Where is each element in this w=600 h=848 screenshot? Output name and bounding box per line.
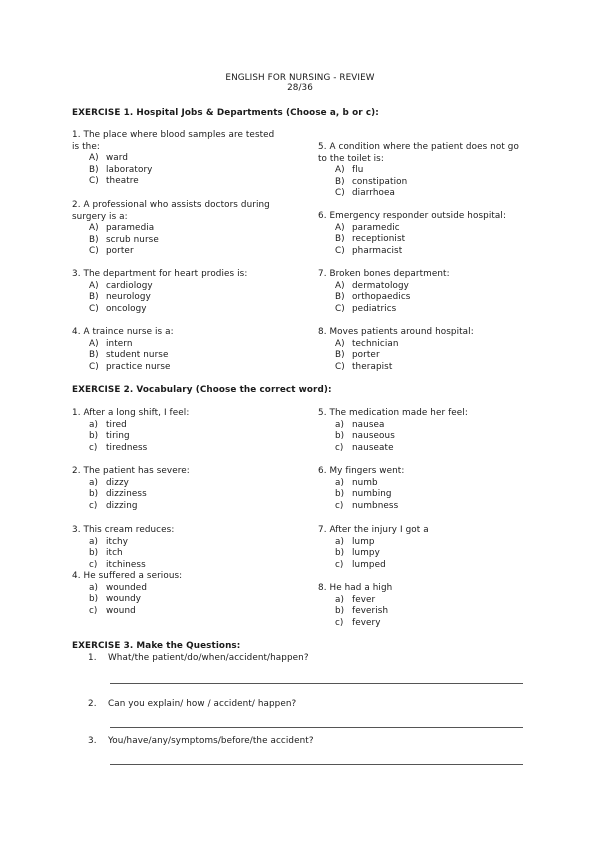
ex1-q5-option-c[interactable]: C) diarrhoea — [335, 188, 396, 198]
ex2-q1-option-a[interactable]: a) tired — [89, 419, 127, 430]
ex1-q3-option-c[interactable]: C) oncology — [89, 303, 147, 314]
ex2-q4-option-b[interactable]: b) woundy — [89, 594, 142, 604]
ex2-q7-option-b[interactable]: b) lumpy — [335, 548, 380, 558]
ex2-q6-option-b[interactable]: b) numbing — [335, 489, 392, 499]
ex3-prompt-3: 3. You/have/any/symptoms/before/the accident? — [88, 736, 314, 746]
ex2-question-1: 1. After a long shift, I feel: a) tired b) tiring c) tiredness — [72, 408, 190, 453]
ex1-q6-option-c[interactable]: C) pharmacist — [335, 245, 403, 256]
ex1-q4-option-c[interactable]: C) practice nurse — [89, 361, 171, 372]
ex2-q3-option-c[interactable]: c) itchiness — [89, 559, 146, 570]
ex1-question-8: 8. Moves patients around hospital: A) technician B) porter C) therapist — [318, 327, 474, 372]
exercise-2-title: EXERCISE 2. Vocabulary (Choose the correct word): — [72, 385, 332, 395]
ex3-prompt-2: 2. Can you explain/ how / accident/ happen? — [88, 699, 297, 709]
ex1-q2-option-c[interactable]: C) porter — [89, 246, 134, 256]
ex1-q1-option-a[interactable]: A) ward — [89, 153, 129, 163]
ex2-q3-option-a[interactable]: a) itchy — [89, 536, 129, 547]
ex2-question-5: 5. The medication made her feel: a) nausea b) nauseous c) nauseate — [318, 408, 468, 453]
ex2-q6-option-a[interactable]: a) numb — [335, 477, 378, 488]
ex2-q8-option-b[interactable]: b) feverish — [335, 606, 389, 616]
ex3-prompt-1: 1. What/the patient/do/when/accident/happen? — [88, 653, 309, 663]
ex1-q4-option-a[interactable]: A) intern — [89, 338, 133, 349]
ex2-q4-option-a[interactable]: a) wounded — [89, 582, 148, 593]
ex2-q2-option-b[interactable]: b) dizziness — [89, 489, 147, 499]
ex2-q4-option-c[interactable]: c) wound — [89, 605, 136, 616]
ex1-q7-option-a[interactable]: A) dermatology — [335, 280, 409, 291]
ex3-answer-line-3[interactable] — [110, 764, 523, 765]
ex2-q5-option-a[interactable]: a) nausea — [335, 419, 385, 430]
ex1-q8-option-a[interactable]: A) technician — [335, 338, 399, 349]
ex2-q5-option-b[interactable]: b) nauseous — [335, 431, 395, 441]
ex3-answer-line-2[interactable] — [110, 727, 523, 728]
ex2-question-4: 4. He suffered a serious: a) wounded b) woundy c) wound — [72, 571, 183, 616]
worksheet-score: 28/36 — [287, 83, 313, 93]
ex1-question-5: 5. A condition where the patient does not go to the toilet is: A) flu B) constipation C) diarrhoea — [318, 142, 519, 198]
ex2-q1-option-b[interactable]: b) tiring — [89, 431, 130, 441]
ex1-q7-option-c[interactable]: C) pediatrics — [335, 303, 397, 314]
ex2-question-2: 2. The patient has severe: a) dizzy b) dizziness c) dizzing — [72, 466, 190, 511]
ex3-answer-line-1[interactable] — [110, 683, 523, 684]
exercise-3-title: EXERCISE 3. Make the Questions: — [72, 641, 241, 651]
ex2-q7-option-c[interactable]: c) lumped — [335, 559, 386, 570]
ex1-question-1: 1. The place where blood samples are tested is the: A) ward B) laboratory C) theatre — [72, 130, 275, 186]
ex1-q7-option-b[interactable]: B) orthopaedics — [335, 292, 411, 302]
ex1-q1-option-b[interactable]: B) laboratory — [89, 164, 153, 175]
ex1-question-2: 2. A professional who assists doctors during surgery is a: A) paramedia B) scrub nurse C) porter — [72, 200, 270, 256]
ex1-q2-option-a[interactable]: A) paramedia — [89, 223, 155, 233]
ex1-q1-option-c[interactable]: C) theatre — [89, 176, 139, 186]
ex1-q6-option-a[interactable]: A) paramedic — [335, 222, 400, 233]
ex1-q4-option-b[interactable]: B) student nurse — [89, 350, 169, 360]
ex2-question-8: 8. He had a high a) fever b) feverish c) fevery — [318, 583, 393, 628]
ex2-q3-option-b[interactable]: b) itch — [89, 548, 123, 558]
ex2-q2-option-c[interactable]: c) dizzing — [89, 500, 138, 511]
ex2-q8-option-a[interactable]: a) fever — [335, 594, 376, 605]
ex2-q8-option-c[interactable]: c) fevery — [335, 617, 381, 628]
ex1-question-4: 4. A traince nurse is a: A) intern B) student nurse C) practice nurse — [72, 327, 174, 372]
ex1-q8-option-c[interactable]: C) therapist — [335, 361, 393, 372]
ex2-q2-option-a[interactable]: a) dizzy — [89, 477, 129, 488]
ex2-q6-option-c[interactable]: c) numbness — [335, 500, 399, 511]
ex2-q1-option-c[interactable]: c) tiredness — [89, 442, 148, 453]
ex1-question-7: 7. Broken bones department: A) dermatology B) orthopaedics C) pediatrics — [318, 269, 450, 314]
ex1-q5-option-b[interactable]: B) constipation — [335, 176, 408, 187]
ex2-q5-option-c[interactable]: c) nauseate — [335, 442, 394, 453]
ex1-question-6: 6. Emergency responder outside hospital: A) paramedic B) receptionist C) pharmacist — [318, 211, 507, 256]
ex1-q3-option-a[interactable]: A) cardiology — [89, 280, 153, 291]
worksheet-header — [0, 73, 600, 93]
ex2-question-7: 7. After the injury I got a a) lump b) lumpy c) lumped — [318, 525, 429, 570]
ex2-q7-option-a[interactable]: a) lump — [335, 536, 375, 547]
ex2-question-6: 6. My fingers went: a) numb b) numbing c) numbness — [318, 466, 405, 511]
ex1-q5-option-a[interactable]: A) flu — [335, 165, 364, 175]
worksheet-title: ENGLISH FOR NURSING - REVIEW — [225, 73, 375, 83]
ex1-q8-option-b[interactable]: B) porter — [335, 350, 380, 360]
ex2-question-3: 3. This cream reduces: a) itchy b) itch c) itchiness — [72, 525, 175, 570]
ex1-q3-option-b[interactable]: B) neurology — [89, 292, 151, 302]
exercise-1-title: EXERCISE 1. Hospital Jobs & Departments (Choose a, b or c): — [72, 108, 379, 118]
ex1-q6-option-b[interactable]: B) receptionist — [335, 234, 406, 244]
ex1-question-3: 3. The department for heart prodies is: A) cardiology B) neurology C) oncology — [72, 269, 248, 314]
ex1-q2-option-b[interactable]: B) scrub nurse — [89, 234, 159, 245]
